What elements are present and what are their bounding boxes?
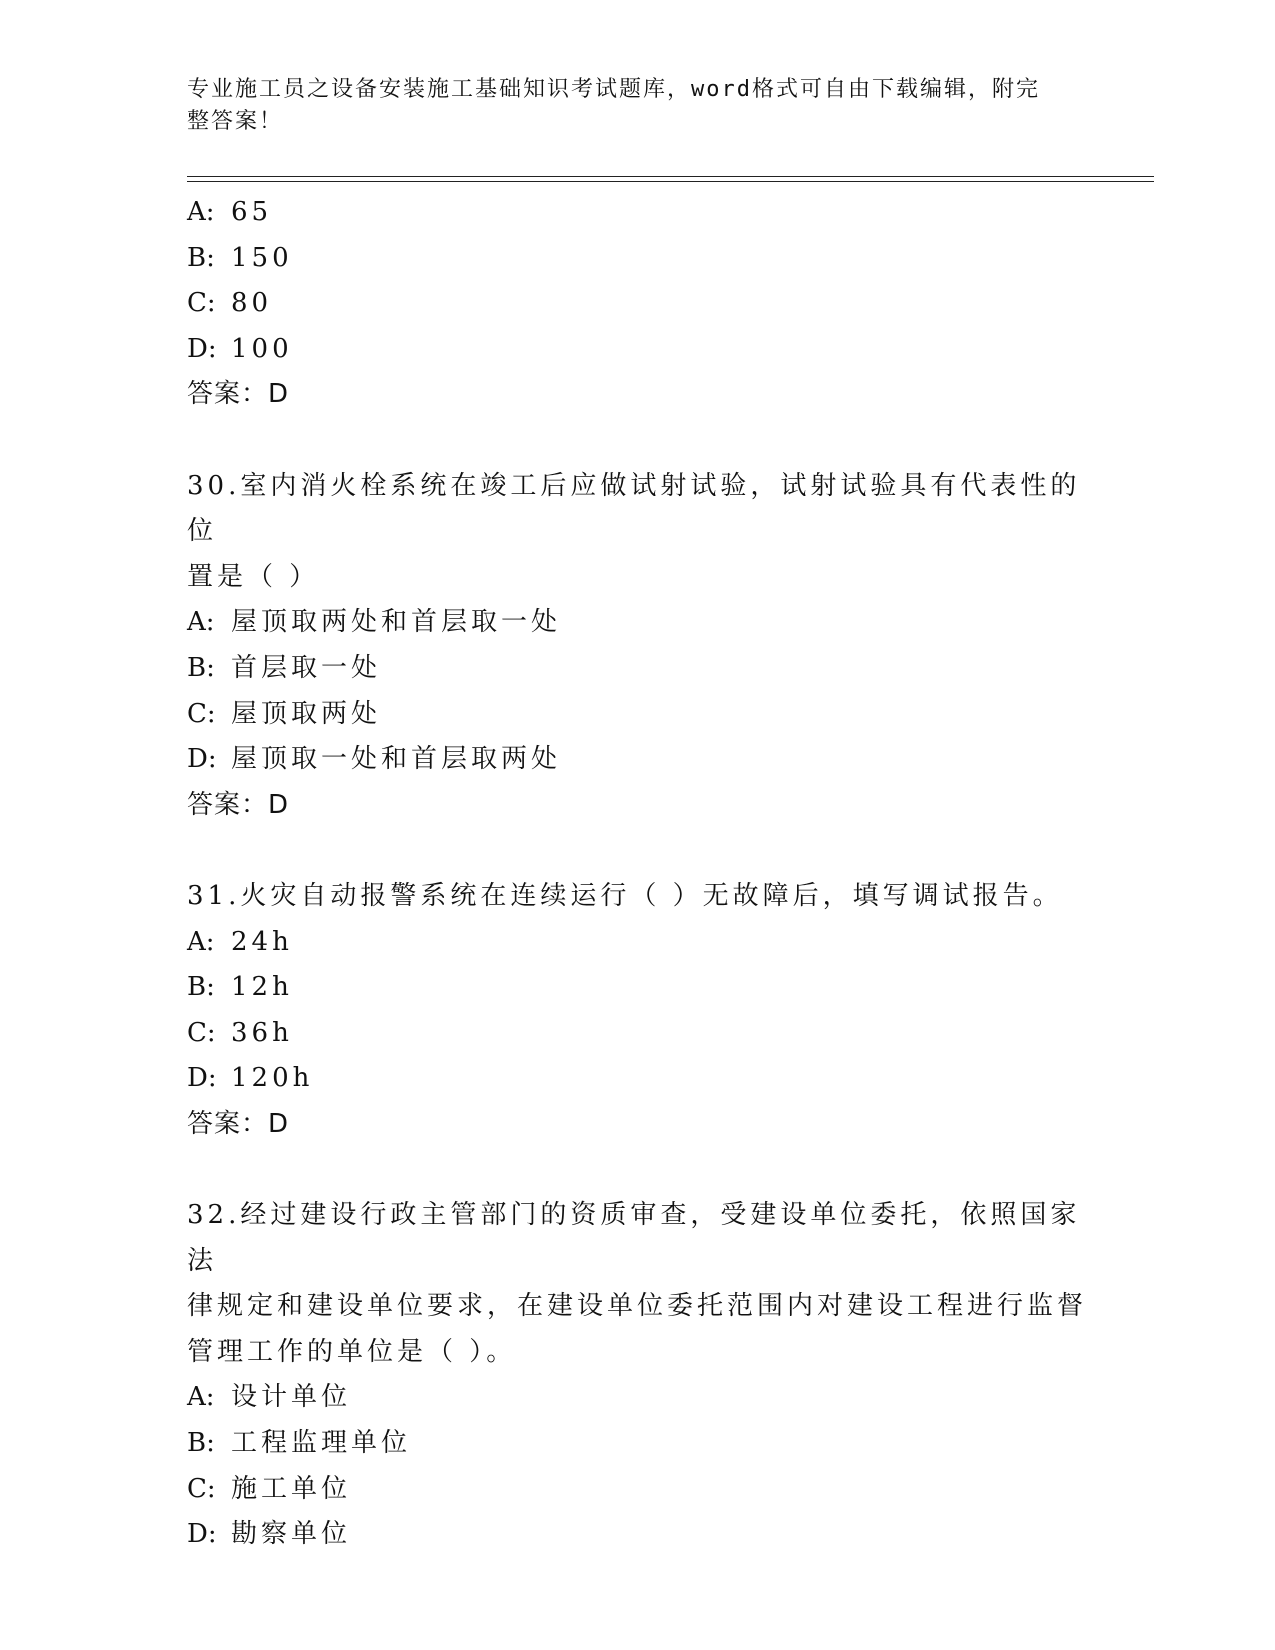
answer-line: 答案：D <box>187 1108 290 1139</box>
question-29-tail <box>187 190 1087 418</box>
option-c <box>187 692 1087 738</box>
option-text: 首层取一处 <box>231 652 382 683</box>
question-stem-line: 30.室内消火栓系统在竣工后应做试射试验，试射试验具有代表性的位 <box>187 470 1081 547</box>
spacer <box>187 418 1087 464</box>
option-letter: A: <box>187 197 215 227</box>
option-text: 勘察单位 <box>231 1519 352 1550</box>
option-letter: D: <box>187 333 217 364</box>
question-stem-line: 置是（ ） <box>187 561 320 592</box>
option-letter: D: <box>187 744 217 775</box>
option-letter: A: <box>187 607 215 638</box>
option-b <box>187 646 1087 692</box>
question-stem <box>187 1193 1087 1375</box>
option-d <box>187 327 1087 373</box>
question-31 <box>187 874 1087 1148</box>
option-letter: C: <box>187 1473 216 1504</box>
option-text: 屋顶取两处 <box>231 698 382 729</box>
option-b <box>187 1421 1087 1467</box>
option-text: 屋顶取一处和首层取两处 <box>231 744 562 775</box>
option-text: 屋顶取两处和首层取一处 <box>231 607 562 638</box>
option-text: 施工单位 <box>231 1473 352 1504</box>
option-letter: D: <box>187 1063 217 1094</box>
option-text: 120h <box>231 1063 314 1094</box>
option-c <box>187 1011 1087 1057</box>
option-letter: D: <box>187 1519 217 1550</box>
option-letter: A: <box>187 1382 215 1413</box>
option-a <box>187 920 1087 966</box>
option-letter: C: <box>187 698 216 729</box>
page-header <box>187 74 1067 138</box>
option-c <box>187 1467 1087 1513</box>
option-text: 80 <box>231 288 273 319</box>
spacer <box>187 1147 1087 1193</box>
option-a <box>187 600 1087 646</box>
option-text: 工程监理单位 <box>231 1428 412 1459</box>
header-line-2: 整答案！ <box>187 109 284 134</box>
spacer <box>187 828 1087 874</box>
header-divider-bottom <box>187 181 1154 182</box>
option-letter: C: <box>187 288 216 319</box>
option-text: 150 <box>231 242 293 273</box>
option-text: 12h <box>231 972 293 1003</box>
option-letter: C: <box>187 1017 216 1048</box>
option-text: 100 <box>231 333 293 364</box>
answer-line: 答案：D <box>187 379 290 410</box>
question-stem-line: 管理工作的单位是（ ）。 <box>187 1336 517 1367</box>
option-d <box>187 1512 1087 1558</box>
option-letter: A: <box>187 926 215 957</box>
option-text: 设计单位 <box>231 1382 352 1413</box>
question-stem <box>187 464 1087 601</box>
option-text: 36h <box>231 1017 293 1048</box>
option-letter: B: <box>187 1428 215 1459</box>
option-a <box>187 1375 1087 1421</box>
answer-line: 答案：D <box>187 789 290 820</box>
option-letter: B: <box>187 242 215 273</box>
question-stem-line: 31.火灾自动报警系统在连续运行（ ）无故障后，填写调试报告。 <box>187 880 1063 911</box>
question-stem-line: 律规定和建设单位要求，在建设单位委托范围内对建设工程进行监督 <box>187 1291 1088 1322</box>
option-letter: B: <box>187 972 215 1003</box>
question-30 <box>187 464 1087 829</box>
question-stem-line: 32.经过建设行政主管部门的资质审查，受建设单位委托，依照国家法 <box>187 1200 1081 1276</box>
option-letter: B: <box>187 652 215 683</box>
question-stem <box>187 874 1087 920</box>
header-divider-top <box>187 176 1154 177</box>
option-d <box>187 1056 1087 1102</box>
option-text: 24h <box>231 926 293 957</box>
option-b <box>187 236 1087 282</box>
option-text: 65 <box>231 197 273 227</box>
option-a <box>187 190 1087 236</box>
header-line-1: 专业施工员之设备安装施工基础知识考试题库，word格式可自由下载编辑，附完 <box>187 77 1040 102</box>
question-list <box>187 190 1087 1558</box>
option-c <box>187 281 1087 327</box>
option-b <box>187 965 1087 1011</box>
option-d <box>187 737 1087 783</box>
question-32 <box>187 1193 1087 1558</box>
